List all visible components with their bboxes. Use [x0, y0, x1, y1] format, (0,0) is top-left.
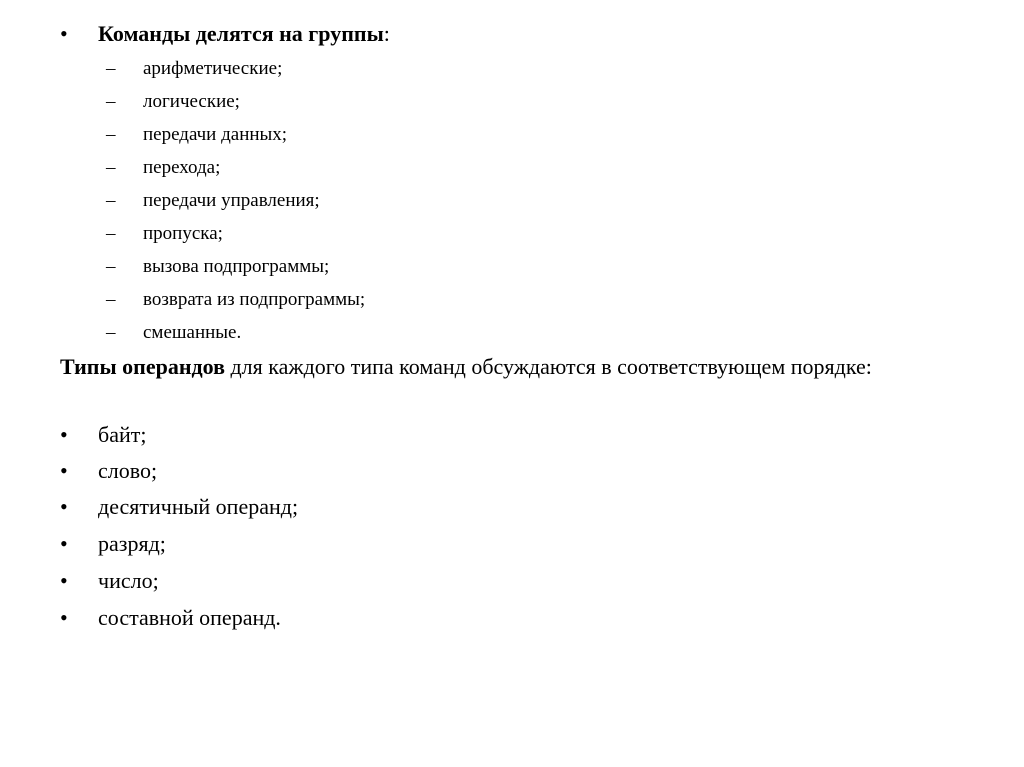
group-item-label: возврата из подпрограммы;: [143, 289, 366, 310]
dash-marker: –: [106, 58, 116, 79]
group-item-label: смешанные.: [143, 322, 242, 343]
operand-item-label: десятичный операнд;: [98, 494, 299, 519]
dash-marker: –: [106, 157, 116, 178]
bullet-marker: •: [60, 568, 68, 593]
bullet-marker: •: [60, 458, 68, 483]
dash-marker: –: [106, 124, 116, 145]
groups-heading-text: [98, 20, 390, 48]
group-item-label: логические;: [143, 91, 240, 112]
operands-paragraph-rest: для каждого типа команд обсуждаются в соответствующем порядке:: [224, 354, 872, 379]
dash-marker: –: [106, 322, 116, 343]
group-item-label: передачи данных;: [143, 124, 288, 145]
bullet-marker: •: [60, 21, 68, 46]
group-item-label: вызова подпрограммы;: [143, 256, 330, 277]
operand-item-label: число;: [98, 568, 159, 593]
dash-marker: –: [106, 190, 116, 211]
group-item-label: пропуска;: [143, 223, 223, 244]
bullet-marker: •: [60, 422, 68, 447]
bullet-marker: •: [60, 605, 68, 630]
group-item-label: арифметические;: [143, 58, 283, 79]
operands-paragraph: [60, 352, 960, 382]
bullet-marker: •: [60, 494, 68, 519]
group-item-label: передачи управления;: [143, 190, 320, 211]
bullet-marker: •: [60, 531, 68, 556]
operand-item-label: составной операнд.: [98, 605, 281, 630]
group-item-label: перехода;: [143, 157, 221, 178]
operands-paragraph-bold: Типы операндов: [60, 354, 225, 379]
groups-heading-title: Команды делятся на группы: [98, 21, 384, 46]
dash-marker: –: [106, 91, 116, 112]
groups-heading-colon: :: [383, 21, 390, 46]
dash-marker: –: [106, 289, 116, 310]
operand-item-label: слово;: [98, 458, 158, 483]
operand-item-label: разряд;: [98, 531, 166, 556]
dash-marker: –: [106, 256, 116, 277]
dash-marker: –: [106, 223, 116, 244]
operand-item-label: байт;: [98, 422, 147, 447]
